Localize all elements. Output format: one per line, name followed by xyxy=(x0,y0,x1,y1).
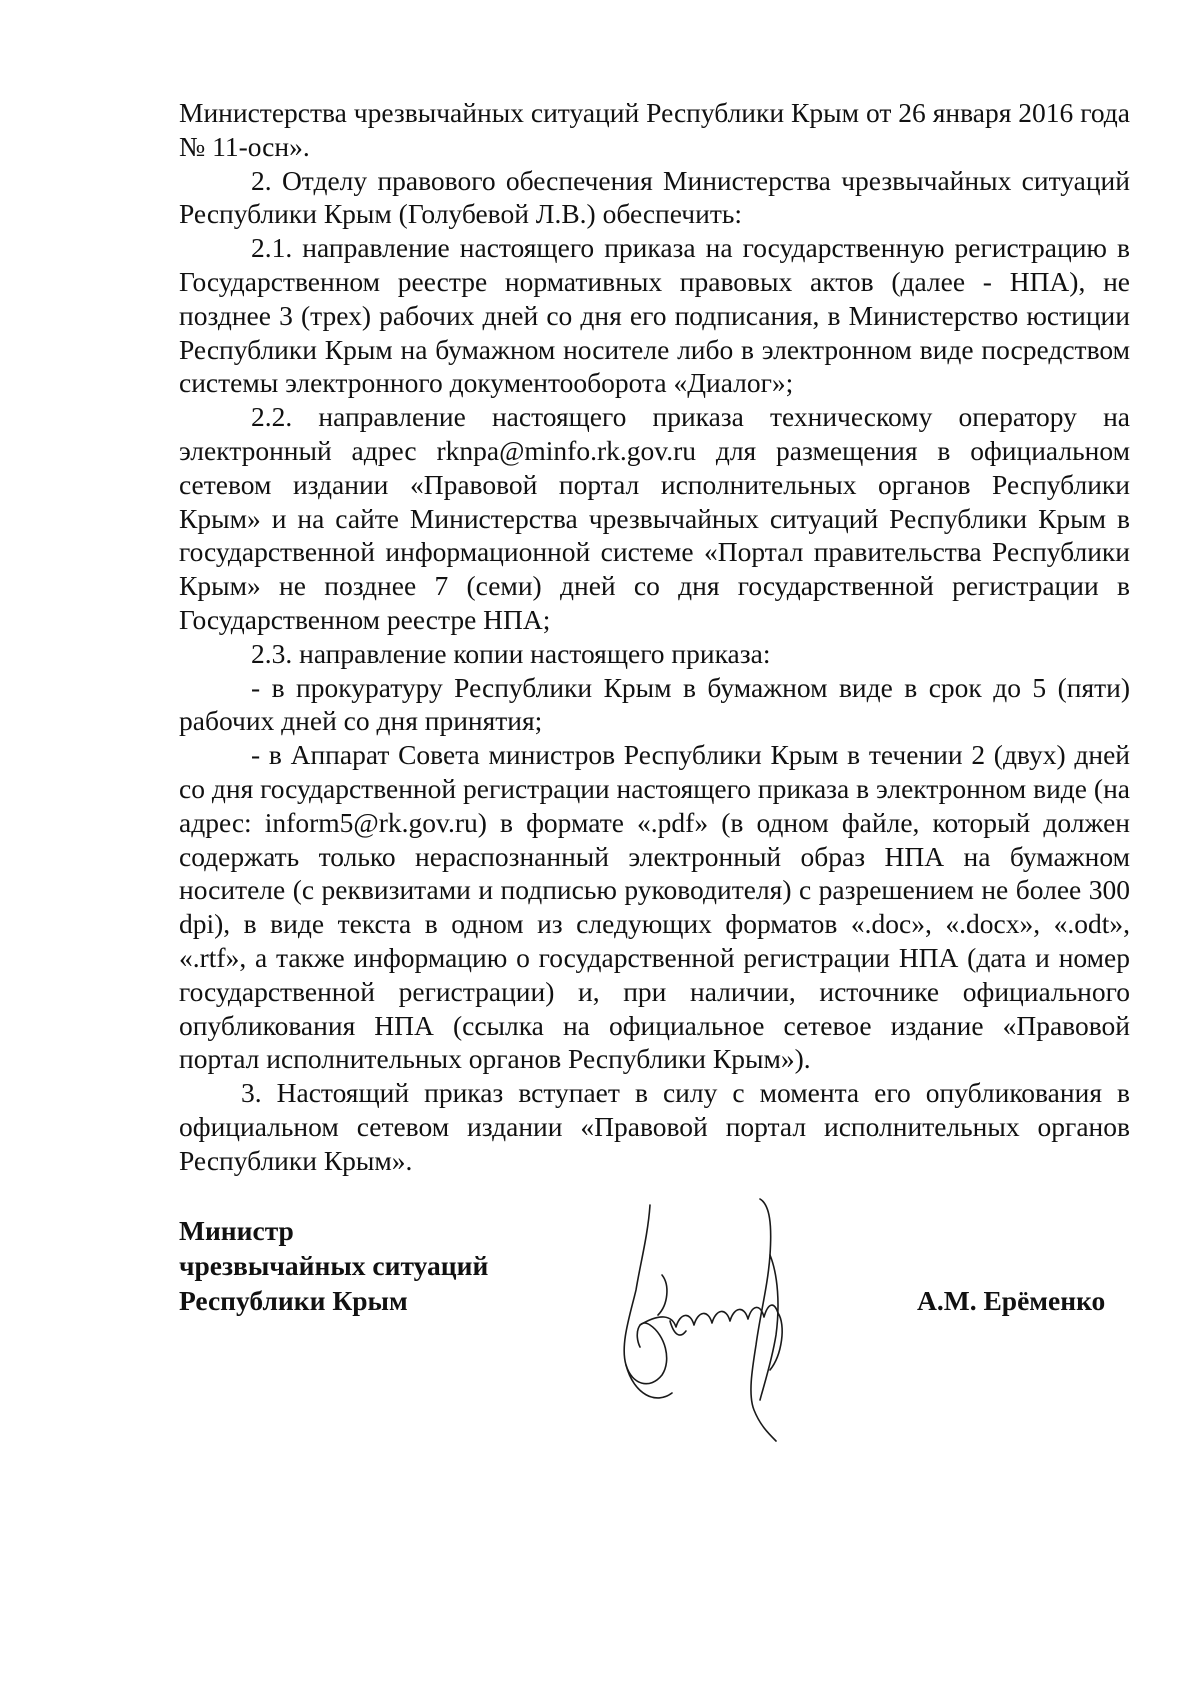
signatory-title-line: чрезвычайных ситуаций xyxy=(179,1250,489,1281)
signatory-title xyxy=(179,1213,488,1318)
paragraph-item-2-1: 2.1. направление настоящего приказа на государственную регистрацию в Государственном реестре нормативных правовых актов (далее - НПА), не позднее 3 (трех) рабочих дней со дня его подписания, в Министерство юстиции Республики Крым на бумажном носителе либо в электронном виде посредством системы электронного документооборота «Диалог»; xyxy=(179,232,1130,399)
paragraph-continuation: Министерства чрезвычайных ситуаций Республики Крым от 26 января 2016 года № 11-осн». xyxy=(179,97,1130,162)
signatory-title-line: Республики Крым xyxy=(179,1285,408,1316)
paragraph-item-2-3: 2.3. направление копии настоящего приказа: xyxy=(251,637,771,669)
paragraph-item-2-2: 2.2. направление настоящего приказа техническому оператору на электронный адрес rknpa@minfo.rk.gov.ru для размещения в официальном сетевом издании «Правовой портал исполнительных органов Республики Крым» и на сайте Министерства чрезвычайных ситуаций Республики Крым в государственной информационной системе «Портал правительства Республики Крым» не позднее 7 (семи) дней со дня государственной регистрации в Государственном реестре НПА; xyxy=(179,401,1130,635)
signatory-name: А.М. Ерёменко xyxy=(917,1285,1106,1316)
signatory-title-line: Министр xyxy=(179,1215,294,1246)
paragraph-council-apparatus: - в Аппарат Совета министров Республики Крым в течении 2 (двух) дней со дня государственной регистрации настоящего приказа в электронном виде (на адрес: inform5@rk.gov.ru) в формате «.pdf» (в одном файле, который должен содержать только нераспознанный электронный образ НПА на бумажном носителе (с реквизитами и подписью руководителя) с разрешением не более 300 dpi), в виде текста в одном из следующих форматов «.doc», «.docx», «.odt», «.rtf», а также информацию о государственной регистрации НПА (дата и номер государственной регистрации) и, при наличии, источнике официального опубликования НПА (ссылка на официальное сетевое издание «Правовой портал исполнительных органов Республики Крым»). xyxy=(179,739,1130,1075)
paragraph-prosecutor: - в прокуратуру Республики Крым в бумажном виде в срок до 5 (пяти) рабочих дней со дня принятия; xyxy=(179,671,1130,737)
handwritten-signature xyxy=(610,1195,820,1445)
document-body xyxy=(179,96,1130,1178)
paragraph-item-3: 3. Настоящий приказ вступает в силу с момента его опубликования в официальном сетевом издании «Правовой портал исполнительных органов Республики Крым». xyxy=(179,1077,1130,1176)
paragraph-item-2: 2. Отделу правового обеспечения Министерства чрезвычайных ситуаций Республики Крым (Голубевой Л.В.) обеспечить: xyxy=(179,164,1130,230)
